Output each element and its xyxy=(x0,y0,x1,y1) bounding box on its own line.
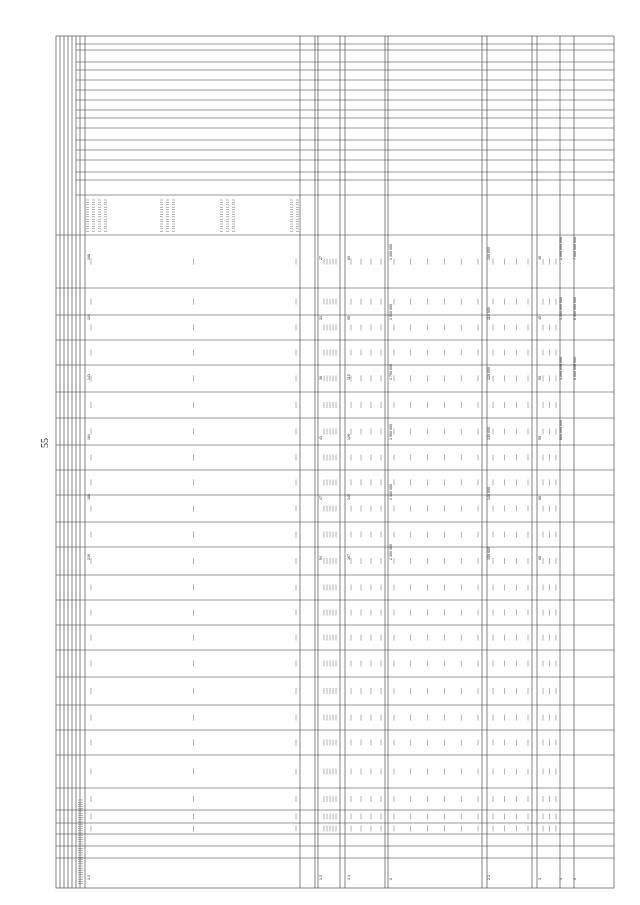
table-frame xyxy=(56,36,614,888)
table-cell-value: 31 xyxy=(319,316,323,320)
table-cell-value: 55 xyxy=(538,436,542,440)
table-cell-value: 100 000 xyxy=(487,247,491,260)
table-cell-value: 65 xyxy=(538,556,542,560)
page-number: 55 xyxy=(40,438,51,448)
table-cell-value: 6 000 000 000 xyxy=(573,357,577,380)
table-cell-value: 110 xyxy=(347,374,351,380)
row-id: 1.3 xyxy=(347,875,351,880)
table-cell-value: 140 000 xyxy=(487,487,491,500)
table-cell-value: 41 xyxy=(319,436,323,440)
table-cell-value: 1 700 000 xyxy=(389,364,393,380)
table-cell-value: 2 000 000 000 xyxy=(559,237,563,260)
table-cell-value: 36 xyxy=(319,376,323,380)
table-cell-value: 27 xyxy=(319,256,323,260)
table-cell-value: 143 xyxy=(87,374,91,380)
table-cell-value: 45 xyxy=(538,316,542,320)
table-cell-value: 167 xyxy=(347,554,351,560)
table-cell-value: 216 xyxy=(87,554,91,560)
table-cell-value: 60 xyxy=(538,496,542,500)
row-id: 3 xyxy=(538,878,542,880)
table-cell-value: 145 xyxy=(347,494,351,500)
row-id: 1.1 xyxy=(87,875,91,880)
table-cell-value: 126 xyxy=(347,434,351,440)
table-cell-value: 1 500 000 xyxy=(389,304,393,320)
table-cell-value: 108 xyxy=(87,254,91,260)
table-cell-value: 7 000 000 000 xyxy=(573,237,577,260)
table-cell-value: 6 500 000 000 xyxy=(573,297,577,320)
table-cell-value: 800 000 000 xyxy=(559,420,563,440)
table-cell-value: 54 xyxy=(319,556,323,560)
table-cell-value: 150 000 xyxy=(487,547,491,560)
table-cell-value: 1 900 000 xyxy=(389,424,393,440)
table-cell-value: 120 000 xyxy=(487,367,491,380)
table-cell-value: 1 300 000 xyxy=(389,244,393,260)
table-cell-value: 110 000 xyxy=(487,307,491,320)
table-cell-value: 130 000 xyxy=(487,427,491,440)
table-cell-value: 164 xyxy=(87,434,91,440)
table-cell-value: 40 xyxy=(538,256,542,260)
table-cell-value: 95 xyxy=(347,316,351,320)
table-cell-value: 83 xyxy=(347,256,351,260)
row-id: 5 xyxy=(573,878,577,880)
row-id: 2 xyxy=(389,878,393,880)
table-cell-value: 1 500 000 000 xyxy=(559,297,563,320)
table-cell-value: 2 300 000 xyxy=(389,544,393,560)
table-cell-value: 50 xyxy=(538,376,542,380)
row-id: 4 xyxy=(559,878,563,880)
row-id: 2.1 xyxy=(487,875,491,880)
row-id: 1.2 xyxy=(319,875,323,880)
table-cell-value: 2 100 000 xyxy=(389,484,393,500)
table-cell-value: 1 000 000 000 xyxy=(559,357,563,380)
table-cell-value: 124 xyxy=(87,314,91,320)
table-cell-value: 47 xyxy=(319,496,323,500)
table-cell-value: 188 xyxy=(87,494,91,500)
